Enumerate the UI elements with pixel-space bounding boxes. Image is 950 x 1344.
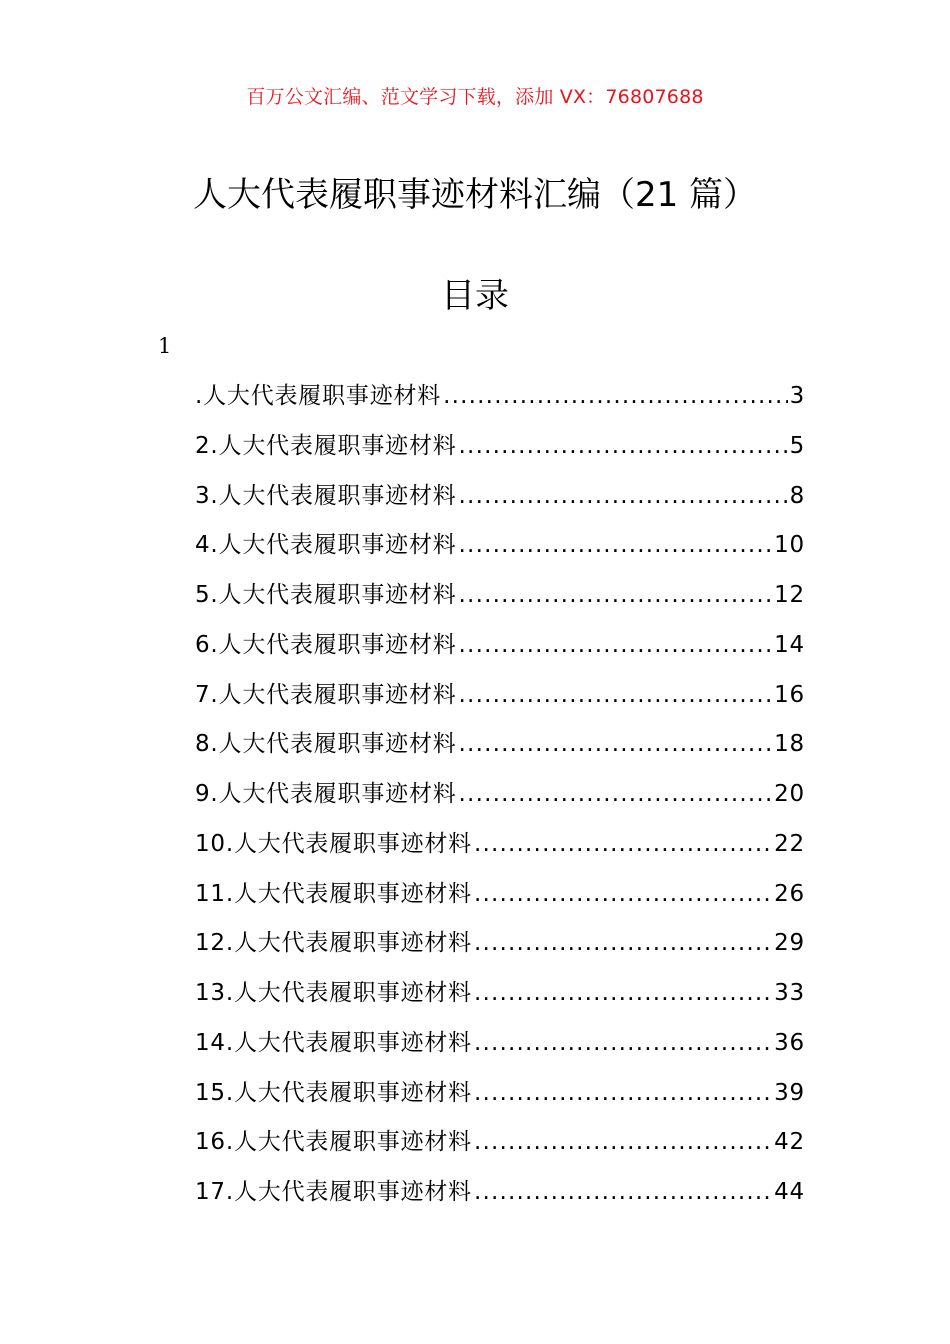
- toc-leader-dots: [459, 679, 773, 711]
- toc-entry-page: 12: [774, 582, 805, 608]
- toc-entry[interactable]: [195, 728, 805, 778]
- toc-entry[interactable]: [195, 1077, 805, 1127]
- toc-entry-page: 8: [789, 482, 805, 509]
- toc-entry-label: 3.人大代表履职事迹材料: [195, 482, 457, 509]
- toc-entry-label: 6.人大代表履职事迹材料: [195, 631, 457, 658]
- toc-entry-page: 29: [774, 930, 805, 957]
- header-note: 百万公文汇编、范文学习下载，添加 VX：76807688: [246, 86, 704, 108]
- toc-entry-page: 10: [774, 532, 805, 559]
- toc-entry-label: 10.人大代表履职事迹材料: [195, 830, 472, 857]
- toc-entry-label: 2.人大代表履职事迹材料: [195, 432, 457, 459]
- toc-entry-label: 4.人大代表履职事迹材料: [195, 532, 457, 559]
- toc-entry-page: 5: [789, 432, 805, 459]
- toc-entry[interactable]: [195, 977, 805, 1027]
- toc-entry-label: .人大代表履职事迹材料: [195, 383, 442, 409]
- toc-leader-dots: [474, 1027, 772, 1059]
- toc-entry-page: 20: [774, 781, 805, 807]
- toc-entry-page: 3: [789, 383, 805, 409]
- toc-leader-dots: [474, 828, 772, 860]
- toc-heading: 目录: [441, 276, 509, 316]
- toc-entry[interactable]: [195, 579, 805, 629]
- toc-entry-page: 18: [774, 731, 805, 758]
- toc-entry[interactable]: [195, 1176, 805, 1226]
- document-title: 人大代表履职事迹材料汇编（21 篇）: [192, 175, 758, 215]
- toc-leader-dots: [459, 579, 773, 611]
- toc-entry[interactable]: [195, 480, 805, 530]
- toc-leader-dots: [474, 878, 772, 910]
- toc-leader-dots: [474, 1126, 772, 1158]
- toc-leader-dots: [459, 480, 788, 512]
- table-of-contents: [195, 380, 805, 1226]
- toc-entry-label: 15.人大代表履职事迹材料: [195, 1079, 472, 1106]
- toc-entry[interactable]: [195, 529, 805, 579]
- toc-entry[interactable]: [195, 430, 805, 480]
- toc-entry-label: 17.人大代表履职事迹材料: [195, 1179, 472, 1205]
- toc-entry[interactable]: [195, 679, 805, 729]
- toc-entry[interactable]: [195, 878, 805, 928]
- toc-leader-dots: [474, 927, 772, 959]
- toc-entry-label: 9.人大代表履职事迹材料: [195, 781, 457, 807]
- toc-leader-dots: [474, 1077, 772, 1109]
- toc-entry[interactable]: [195, 1126, 805, 1176]
- toc-entry-page: 33: [774, 980, 805, 1006]
- toc-entry-label: 13.人大代表履职事迹材料: [195, 980, 472, 1006]
- toc-entry[interactable]: [195, 1027, 805, 1077]
- toc-leader-dots: [459, 430, 788, 462]
- toc-leader-dots: [474, 1176, 772, 1208]
- toc-leader-dots: [459, 778, 773, 810]
- toc-entry[interactable]: [195, 828, 805, 878]
- toc-entry-page: 44: [774, 1179, 805, 1205]
- toc-entry[interactable]: [195, 927, 805, 977]
- toc-entry-label: 16.人大代表履职事迹材料: [195, 1129, 472, 1156]
- toc-entry-label: 12.人大代表履职事迹材料: [195, 930, 472, 957]
- toc-entry-page: 16: [774, 681, 805, 708]
- toc-leader-dots: [459, 629, 773, 661]
- toc-entry-page: 39: [774, 1079, 805, 1106]
- toc-entry-label: 5.人大代表履职事迹材料: [195, 582, 457, 608]
- toc-entry-page: 26: [774, 880, 805, 907]
- toc-entry-page: 42: [774, 1129, 805, 1156]
- toc-leader-dots: [459, 529, 773, 561]
- toc-entry-page: 36: [774, 1029, 805, 1056]
- toc-leader-dots: [474, 977, 772, 1009]
- toc-entry-label: 11.人大代表履职事迹材料: [195, 880, 472, 907]
- toc-entry[interactable]: [195, 629, 805, 679]
- stray-number: 1: [158, 334, 172, 358]
- toc-entry-label: 8.人大代表履职事迹材料: [195, 731, 457, 758]
- toc-leader-dots: [443, 380, 787, 412]
- toc-leader-dots: [459, 728, 773, 760]
- toc-entry-page: 14: [774, 631, 805, 658]
- toc-entry[interactable]: [195, 778, 805, 828]
- toc-entry-page: 22: [774, 830, 805, 857]
- toc-entry[interactable]: [195, 380, 805, 430]
- toc-entry-label: 7.人大代表履职事迹材料: [195, 681, 457, 708]
- toc-entry-label: 14.人大代表履职事迹材料: [195, 1029, 472, 1056]
